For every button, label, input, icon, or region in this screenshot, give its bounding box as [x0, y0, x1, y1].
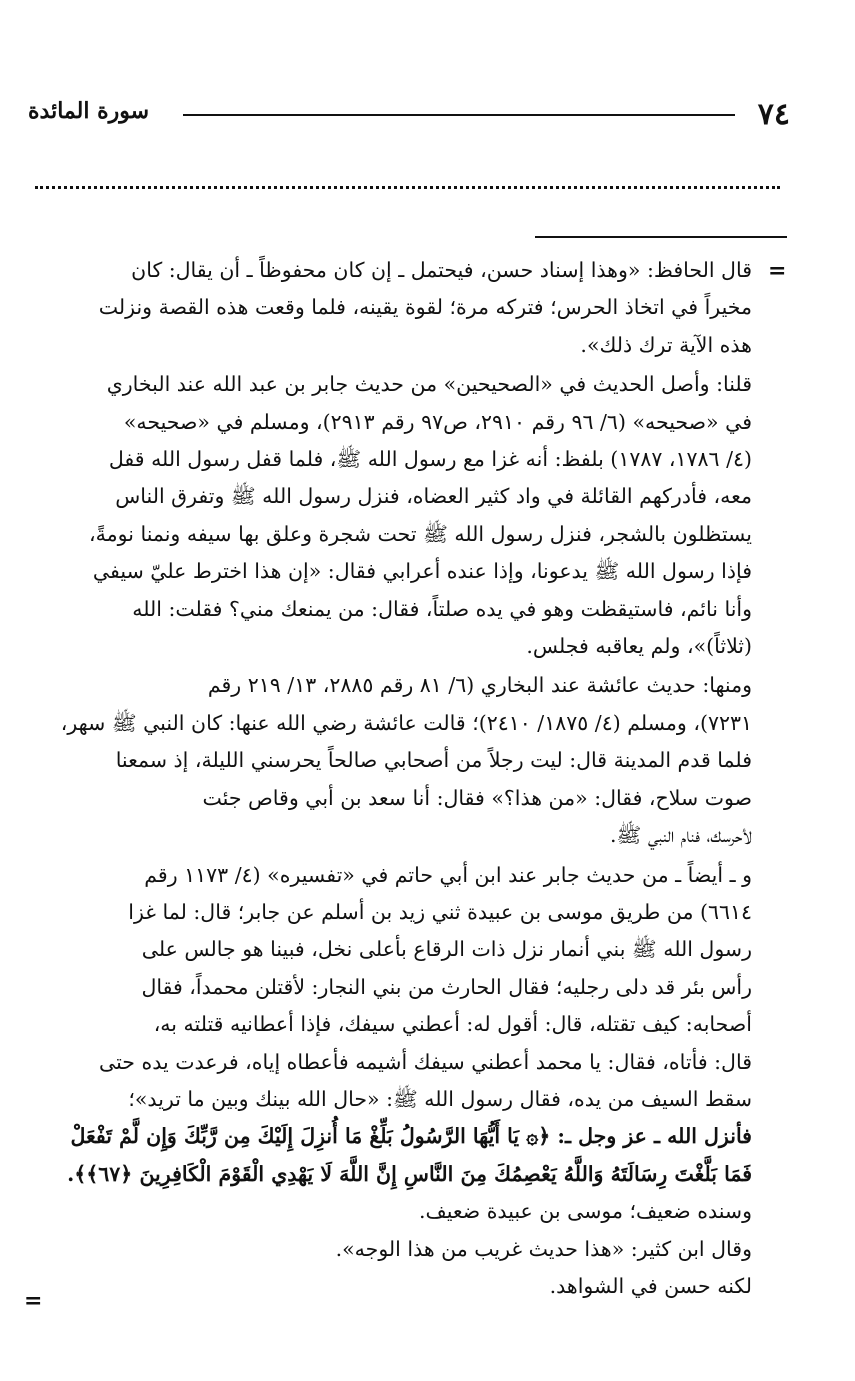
- footnote-line: رسول الله ﷺ بني أنمار نزل ذات الرقاع بأعلى نخل، فبينا هو جالس على: [141, 937, 752, 962]
- page-number: ٧٤: [757, 96, 790, 132]
- footnote-line: يستظلون بالشجر، فنزل رسول الله ﷺ تحت شجرة وعلق بها سيفه ونمنا نومةً،: [89, 521, 752, 546]
- footnote-line: ومنها: حديث عائشة عند البخاري (٦/ ٨١ رقم ٢٨٨٥، ١٣/ ٢١٩ رقم: [207, 673, 752, 698]
- footnote-line: وسنده ضعيف؛ موسى بن عبيدة ضعيف.: [418, 1199, 752, 1224]
- footnote-rule: [535, 236, 787, 238]
- footnote-line: صوت سلاح، فقال: «من هذا؟» فقال: أنا سعد بن أبي وقاص جئت: [202, 785, 752, 810]
- footnote-line: لأحرسك، فنام النبي ﷺ.: [610, 823, 752, 848]
- main-text-separator: [35, 186, 780, 189]
- footnote-line: قال الحافظ: «وهذا إسناد حسن، فيحتمل ـ إن كان محفوظاً ـ أن يقال: كان: [131, 258, 752, 282]
- footnote-line: في «صحيحه» (٦/ ٩٦ رقم ٢٩١٠، ص٩٧ رقم ٢٩١٣)، ومسلم في «صحيحه»: [123, 409, 752, 434]
- footnote-line: فإذا رسول الله ﷺ يدعونا، وإذا عنده أعرابي فقال: «إن هذا اخترط عليّ سيفي: [92, 559, 752, 584]
- footnote-line: (ثلاثاً)»، ولم يعاقبه فجلس.: [526, 634, 752, 659]
- footnote-line: ٦٦١٤) من طريق موسى بن عبيدة ثني زيد بن أسلم عن جابر؛ قال: لما غزا: [128, 899, 752, 924]
- footnote-line: فلما قدم المدينة قال: ليت رجلاً من أصحابي صالحاً يحرسني الليلة، إذ سمعنا: [115, 748, 752, 773]
- footnote-line: ٧٢٣١)، ومسلم (٤/ ١٨٧٥/ ٢٤١٠)؛ قالت عائشة رضي الله عنها: كان النبي ﷺ سهر،: [60, 710, 752, 735]
- page-header: [28, 92, 790, 136]
- footnote-line: أصحابه: كيف تقتله، قال: أقول له: أعطني سيفك، فإذا أعطانيه قتلته به،: [153, 1012, 752, 1037]
- footnote-line: سقط السيف من يده، فقال رسول الله ﷺ: «حال الله بينك وبين ما تريد»؛: [128, 1086, 752, 1111]
- footnote-line: و ـ أيضاً ـ من حديث جابر عند ابن أبي حاتم في «تفسيره» (٤/ ١١٧٣ رقم: [144, 862, 752, 887]
- footnote-line: قال: فأتاه، فقال: يا محمد أعطني سيفك أشيمه فأعطاه إياه، فرعدت يده حتى: [99, 1049, 752, 1074]
- footnote-line: رأس بئر قد دلى رجليه؛ فقال الحارث من بني النجار: لأقتلن محمداً، فقال: [141, 974, 752, 999]
- footnote-line: هذه الآية ترك ذلك».: [580, 332, 752, 357]
- footnote-line: وأنا نائم، فاستيقظت وهو في يده صلتاً، فقال: من يمنعك مني؟ فقلت: الله: [132, 596, 752, 621]
- footnote-body: [40, 252, 752, 1305]
- footnote-line: قلنا: وأصل الحديث في «الصحيحين» من حديث جابر بن عبد الله عند البخاري: [106, 372, 752, 397]
- footnote-line: لكنه حسن في الشواهد.: [549, 1273, 752, 1298]
- surah-title: سورة المائدة: [28, 98, 150, 124]
- header-rule: [183, 114, 735, 116]
- footnote-line: (٤/ ١٧٨٦، ١٧٨٧) بلفظ: أنه غزا مع رسول الله ﷺ، فلما قفل رسول الله قفل: [108, 447, 752, 472]
- quran-verse-line: فأنزل الله ـ عز وجل ـ: ﴿۞ يَا أَيُّهَا الرَّسُولُ بَلِّغْ مَا أُنزِلَ إِلَيْكَ مِن رَّبِّكَ وَإِن لَّمْ تَفْعَلْ: [70, 1124, 752, 1149]
- continuation-mark-bottom: =: [24, 1288, 43, 1314]
- footnote-line: معه، فأدركهم القائلة في واد كثير العضاه، فنزل رسول الله ﷺ وتفرق الناس: [115, 484, 752, 509]
- quran-verse-line: فَمَا بَلَّغْتَ رِسَالَتَهُ وَاللَّهُ يَعْصِمُكَ مِنَ النَّاسِ إِنَّ اللَّهَ لَا يَهْدِي الْقَوْمَ الْكَافِرِينَ ﴿٦٧﴾﴾.: [67, 1161, 752, 1186]
- continuation-mark-top: =: [768, 258, 787, 284]
- footnote-line: مخيراً في اتخاذ الحرس؛ فتركه مرة؛ لقوة يقينه، فلما وقعت هذه القصة ونزلت: [98, 295, 752, 320]
- footnote-line: وقال ابن كثير: «هذا حديث غريب من هذا الوجه».: [335, 1236, 752, 1261]
